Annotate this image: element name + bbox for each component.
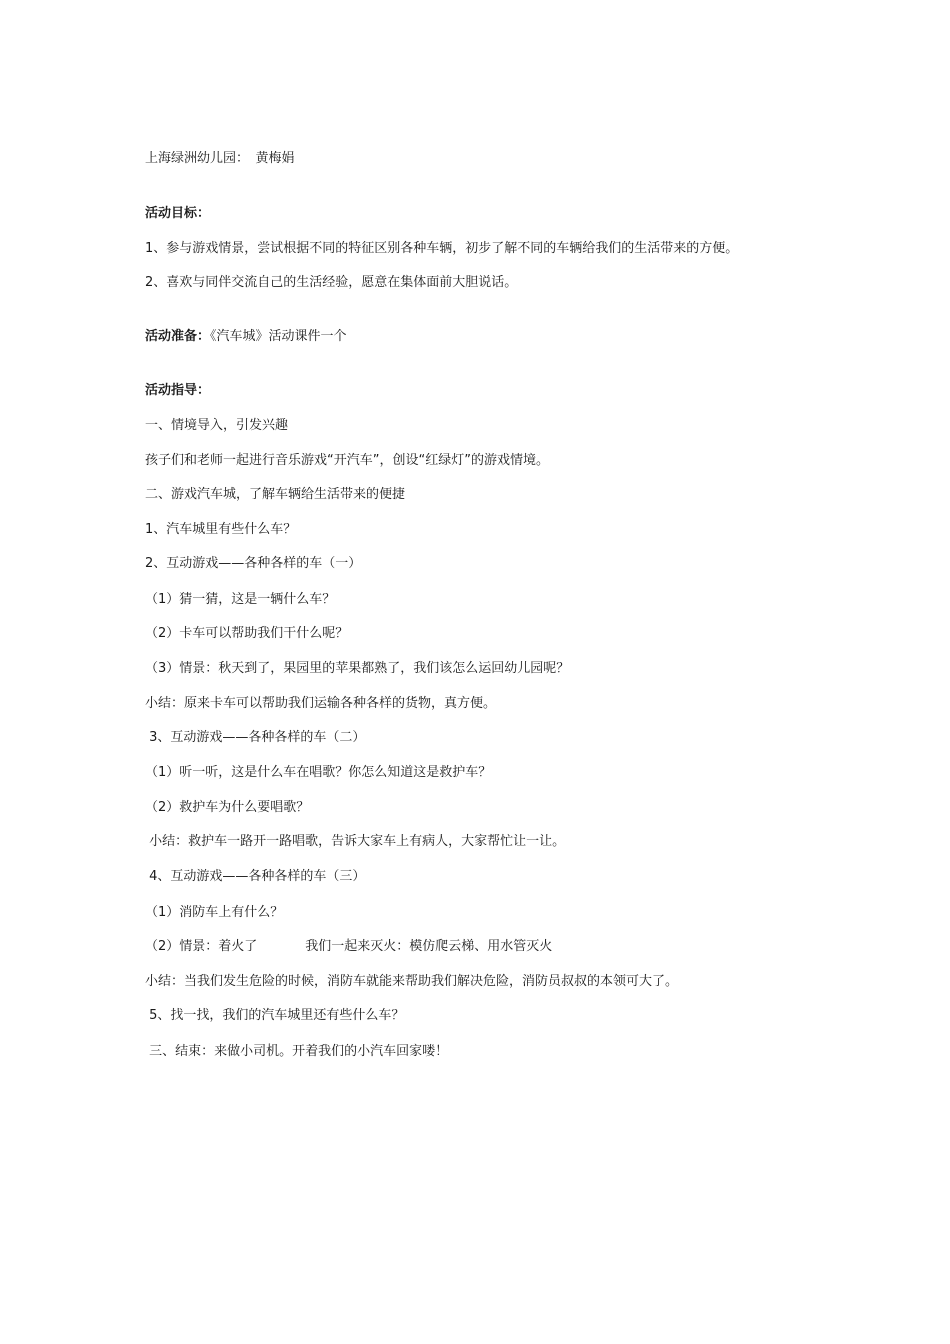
guide-line: 4、互动游戏——各种各样的车（三） xyxy=(145,869,366,884)
guide-line: （1）听一听，这是什么车在唱歌？你怎么知道这是救护车？ xyxy=(145,765,492,780)
fire-scene-part-b: 我们一起来灭火：模仿爬云梯、用水管灭火 xyxy=(305,939,553,954)
guide-line: （1）消防车上有什么？ xyxy=(145,905,284,920)
prep-line xyxy=(145,328,347,346)
guide-title: 活动指导： xyxy=(145,383,211,398)
fire-scene-line xyxy=(145,938,552,956)
guide-line: 一、情境导入，引发兴趣 xyxy=(145,418,289,433)
goals-title: 活动目标： xyxy=(145,206,211,221)
guide-line: 孩子们和老师一起进行音乐游戏“开汽车”，创设“红绿灯”的游戏情境。 xyxy=(145,453,549,468)
guide-line: 二、游戏汽车城，了解车辆给生活带来的便捷 xyxy=(145,487,406,502)
guide-line: 2、互动游戏——各种各样的车（一） xyxy=(145,556,362,571)
goal-item: 1、参与游戏情景，尝试根据不同的特征区别各种车辆，初步了解不同的车辆给我们的生活带来的方便。 xyxy=(145,241,739,256)
author-line: 上海绿洲幼儿园： 黄梅娟 xyxy=(145,151,295,166)
goal-item: 2、喜欢与同伴交流自己的生活经验，愿意在集体面前大胆说话。 xyxy=(145,275,518,290)
guide-line: 1、汽车城里有些什么车？ xyxy=(145,522,297,537)
guide-line: 小结：救护车一路开一路唱歌，告诉大家车上有病人，大家帮忙让一让。 xyxy=(145,834,566,849)
guide-line: （2）救护车为什么要唱歌？ xyxy=(145,800,310,815)
guide-line: （2）卡车可以帮助我们干什么呢？ xyxy=(145,626,349,641)
guide-line: 5、找一找，我们的汽车城里还有些什么车？ xyxy=(145,1008,405,1023)
prep-title: 活动准备： xyxy=(145,329,211,344)
guide-line: 三、结束：来做小司机。开着我们的小汽车回家喽！ xyxy=(145,1044,449,1059)
guide-line: （3）情景：秋天到了，果园里的苹果都熟了，我们该怎么运回幼儿园呢？ xyxy=(145,661,570,676)
prep-content: 《汽车城》活动课件一个 xyxy=(210,329,347,344)
guide-line: 小结：当我们发生危险的时候，消防车就能来帮助我们解决危险，消防员叔叔的本领可大了。 xyxy=(145,974,679,989)
guide-line: 3、互动游戏——各种各样的车（二） xyxy=(145,730,366,745)
fire-scene-part-a: （2）情景：着火了 xyxy=(145,939,258,954)
guide-line: 小结：原来卡车可以帮助我们运输各种各样的货物，真方便。 xyxy=(145,696,497,711)
guide-line: （1）猜一猜，这是一辆什么车？ xyxy=(145,592,336,607)
